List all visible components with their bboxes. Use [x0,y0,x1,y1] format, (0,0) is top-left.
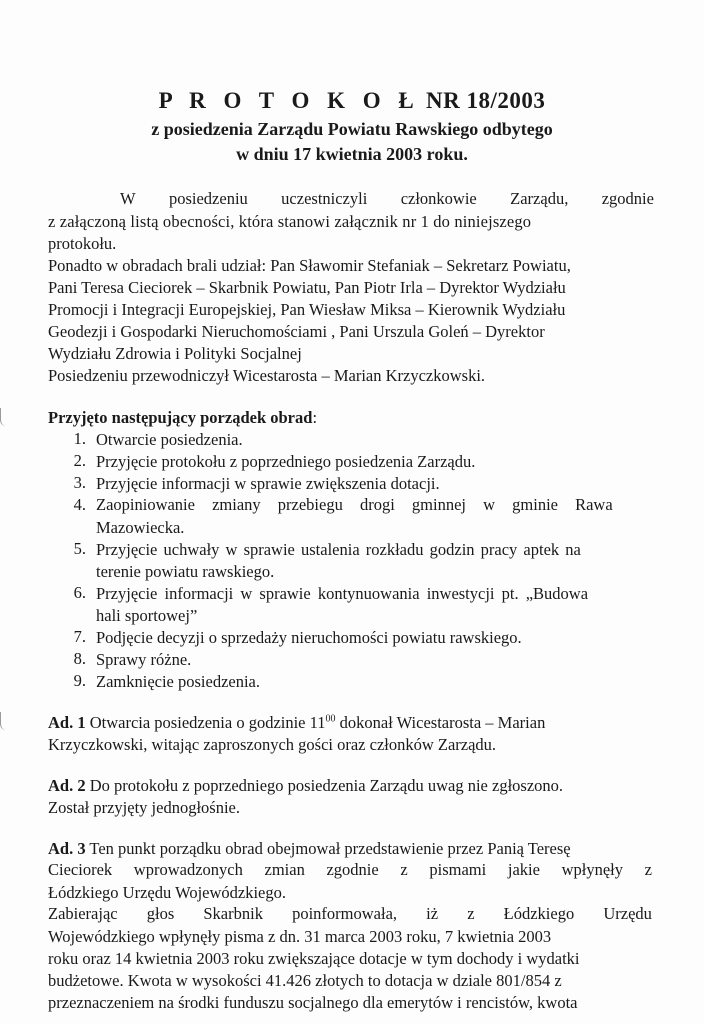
word: posiedzeniu [168,189,248,208]
agenda-item-number: 4. [73,495,86,514]
title-number: NR 18/2003 [425,88,546,113]
ad3-line: budżetowe. Kwota w wysokości 41.426 złotych to dotacja w dziale 801/854 z [48,971,562,990]
agenda-item-number: 2. [73,451,86,470]
ad2-text: Do protokołu z poprzedniego posiedzenia Zarządu uwag nie zgłoszono. [89,776,564,795]
agenda-item-number: 8. [73,649,86,668]
word: głos [146,904,175,923]
agenda-item: Przyjęcie informacji w sprawie zwiększenia dotacji. [96,474,440,493]
ad3-label: Ad. 3 [48,839,86,858]
word: zmian [264,860,305,879]
word: członkowie [400,189,477,208]
ad2-line [48,775,563,796]
word: Cieciorek [48,860,113,879]
subtitle-line: w dniu 17 kwietnia 2003 roku. [236,144,468,164]
ad2-line: Został przyjęty jednogłośnie. [48,798,240,817]
word: wprowadzonych [133,860,243,879]
ad3-line: przeznaczeniem na środki funduszu socjalnego dla emerytów i rencistów, kwota [48,993,578,1012]
agenda-item-number: 9. [73,671,86,690]
agenda-item: Otwarcie posiedzenia. [96,430,243,449]
word: iż [426,904,439,923]
agenda-item-continuation: hali sportowej” [96,606,198,625]
intro-line: Pani Teresa Cieciorek – Skarbnik Powiatu, Pan Piotr Irla – Dyrektor Wydziału [48,278,566,297]
word: W [120,189,136,208]
agenda-item: Przyjęcie protokołu z poprzedniego posiedzenia Zarządu. [96,452,476,471]
agenda-heading-text: Przyjęto następujący porządek obrad [48,408,313,427]
title-word: P R O T O K O Ł [158,88,420,113]
word: Łódzkiego [503,904,575,923]
ad3-text: Ten punkt porządku obrad obejmował przedstawienie przez Panią Teresę [89,839,571,858]
intro-line: Promocji i Integracji Europejskiej, Pan Wiesław Miksa – Kierownik Wydziału [48,300,566,319]
agenda-item-number: 5. [73,539,86,558]
word: wpłynęły [561,860,624,879]
ad3-line [48,838,571,859]
word: pismami [429,860,487,879]
agenda-item-number: 1. [73,429,86,448]
agenda-item [96,495,651,515]
word: Zarządu, [510,189,569,208]
scan-mark [0,712,7,730]
ad1-text: Otwarcia posiedzenia o godzinie 11 [89,713,326,732]
subtitle-line: z posiedzenia Zarządu Powiatu Rawskiego odbytego [151,119,553,139]
agenda-item-number: 7. [73,627,86,646]
word: z [644,860,652,879]
ad1-label: Ad. 1 [48,713,86,732]
agenda-item: Podjęcie decyzji o sprzedaży nieruchomości powiatu rawskiego. [96,628,522,647]
agenda-item: Przyjęcie informacji w sprawie kontynuowania inwestycji pt. „Budowa [96,584,589,603]
ad3-line: Łódzkiego Urzędu Wojewódzkiego. [48,883,287,902]
word: jakie [507,860,540,879]
agenda-item: Sprawy różne. [96,650,192,669]
agenda-item-continuation: terenie powiatu rawskiego. [96,562,275,581]
ad1-text: dokonał Wicestarosta – Marian [335,713,546,732]
ad3-line [48,860,652,880]
document-title [0,88,704,114]
scan-mark [0,408,7,426]
agenda-item-continuation: Mazowiecka. [96,518,185,537]
intro-line [120,189,654,209]
agenda-item: Przyjęcie uchwały w sprawie ustalenia rozkładu godzin pracy aptek na [96,540,581,559]
intro-line: z załączoną listą obecności, która stanowi załącznik nr 1 do niniejszego [48,212,532,231]
intro-line: protokołu. [48,234,117,253]
word: z [400,860,408,879]
agenda-heading [48,407,317,428]
intro-line: Posiedzeniu przewodniczył Wicestarosta – Marian Krzyczkowski. [48,366,486,385]
agenda-item-number: 3. [73,473,86,492]
agenda-item-text: Zaopiniowanie zmiany przebiegu drogi gminnej w gminie Rawa [96,495,613,514]
word: uczestniczyli [281,189,368,208]
word: poinformowała, [292,904,398,923]
agenda-heading-colon: : [312,408,318,427]
intro-line: Geodezji i Gospodarki Nieruchomościami , Pani Urszula Goleń – Dyrektor [48,322,545,341]
agenda-item: Zamknięcie posiedzenia. [96,672,261,691]
ad3-line [48,904,652,924]
word: Zabierając [48,904,118,923]
agenda-item-number: 6. [73,583,86,602]
word: Urzędu [603,904,652,923]
ad2-label: Ad. 2 [48,776,86,795]
ad3-line: Wojewódzkiego wpłynęły pisma z dn. 31 marca 2003 roku, 7 kwietnia 2003 [48,927,552,946]
ad3-line: roku oraz 14 kwietnia 2003 roku zwiększające dotacje w tym dochody i wydatki [48,949,580,968]
intro-line: Wydziału Zdrowia i Polityki Socjalnej [48,344,302,363]
word: zgodnie [601,189,654,208]
word: Skarbnik [203,904,263,923]
word: z [467,904,475,923]
ad1-time-minutes: 00 [325,713,336,725]
ad1-line: Krzyczkowski, witając zaproszonych gości oraz członków Zarządu. [48,735,497,754]
intro-line: Ponadto w obradach brali udział: Pan Sławomir Stefaniak – Sekretarz Powiatu, [48,256,571,275]
ad1-line [48,712,545,733]
word: zgodnie [326,860,379,879]
